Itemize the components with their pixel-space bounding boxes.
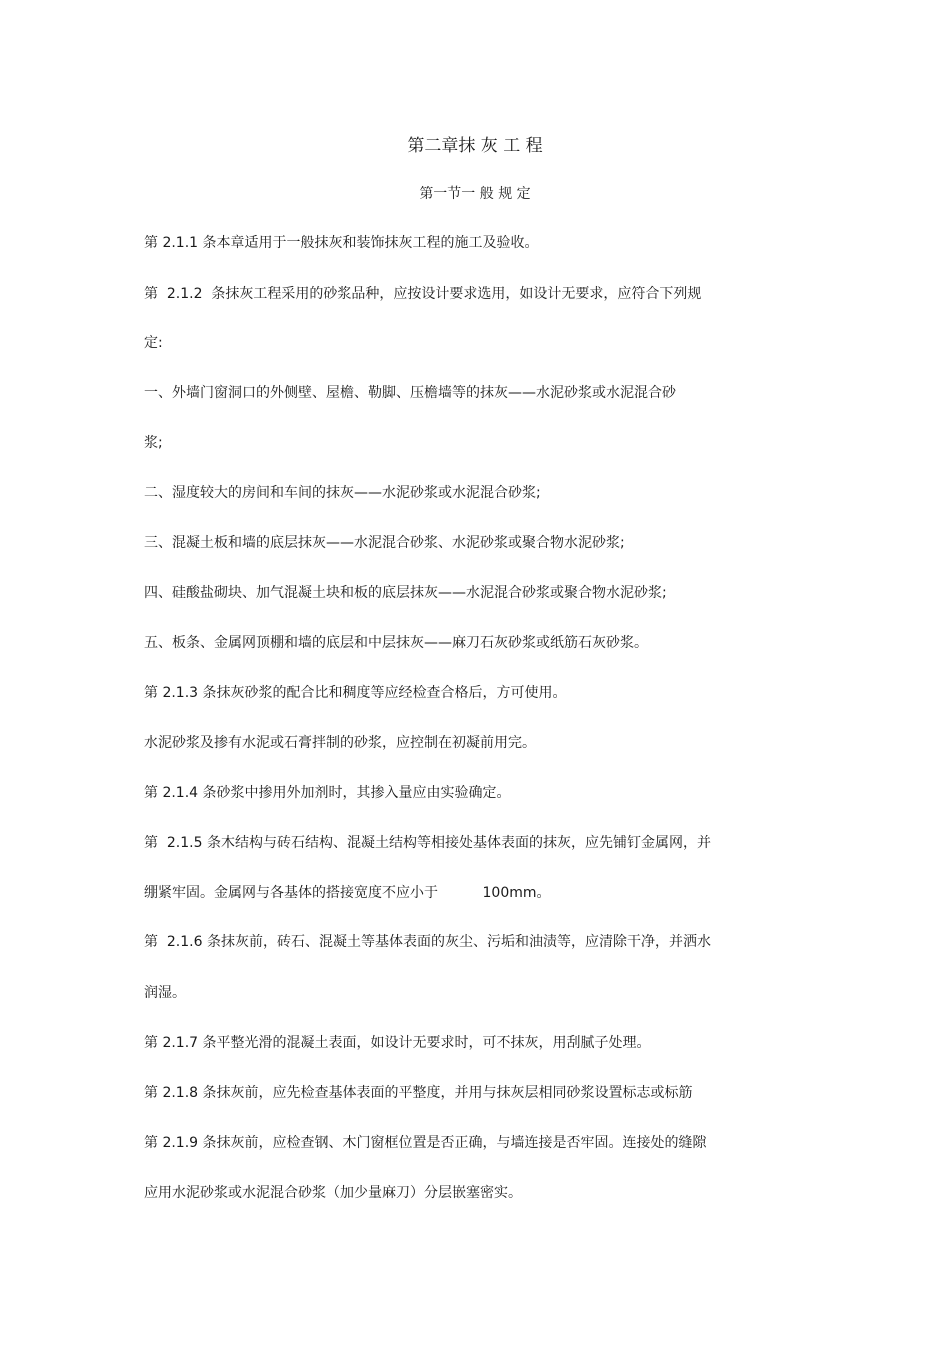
paragraph-line: 三、混凝土板和墙的底层抹灰——水泥混合砂浆、水泥砂浆或聚合物水泥砂浆; xyxy=(144,535,625,551)
paragraph-line: 绷紧牢固。金属网与各基体的搭接宽度不应小于 100mm。 xyxy=(144,885,551,901)
paragraph-line: 润湿。 xyxy=(144,985,186,1001)
chapter-title: 第二章抹 灰 工 程 xyxy=(407,136,543,156)
section-title: 第一节一 般 规 定 xyxy=(419,186,531,202)
paragraph-line: 应用水泥砂浆或水泥混合砂浆（加少量麻刀）分层嵌塞密实。 xyxy=(144,1185,522,1201)
paragraph-line: 定: xyxy=(144,335,163,351)
paragraph-line: 第 2.1.2 条抹灰工程采用的砂浆品种，应按设计要求选用，如设计无要求，应符合下列规 xyxy=(144,286,702,302)
paragraph-line: 第 2.1.5 条木结构与砖石结构、混凝土结构等相接处基体表面的抹灰，应先铺钉金属网，并 xyxy=(144,835,711,851)
paragraph-line: 第 2.1.7 条平整光滑的混凝土表面，如设计无要求时，可不抹灰，用刮腻子处理。 xyxy=(144,1035,651,1051)
paragraph-line: 二、湿度较大的房间和车间的抹灰——水泥砂浆或水泥混合砂浆; xyxy=(144,485,541,501)
paragraph-line: 第 2.1.6 条抹灰前，砖石、混凝土等基体表面的灰尘、污垢和油渍等，应清除干净，并洒水 xyxy=(144,934,711,950)
paragraph-line: 第 2.1.9 条抹灰前，应检查钢、木门窗框位置是否正确，与墙连接是否牢固。连接处的缝隙 xyxy=(144,1135,707,1151)
paragraph-line: 水泥砂浆及掺有水泥或石膏拌制的砂浆，应控制在初凝前用完。 xyxy=(144,735,536,751)
paragraph-line: 第 2.1.8 条抹灰前，应先检查基体表面的平整度，并用与抹灰层相同砂浆设置标志或标筋 xyxy=(144,1085,693,1101)
paragraph-line: 第 2.1.1 条本章适用于一般抹灰和装饰抹灰工程的施工及验收。 xyxy=(144,235,539,251)
paragraph-line: 五、板条、金属网顶棚和墙的底层和中层抹灰——麻刀石灰砂浆或纸筋石灰砂浆。 xyxy=(144,635,648,651)
paragraph-line: 四、硅酸盐砌块、加气混凝土块和板的底层抹灰——水泥混合砂浆或聚合物水泥砂浆; xyxy=(144,585,667,601)
paragraph-line: 第 2.1.3 条抹灰砂浆的配合比和稠度等应经检查合格后，方可使用。 xyxy=(144,685,567,701)
paragraph-line: 一、外墙门窗洞口的外侧壁、屋檐、勒脚、压檐墙等的抹灰——水泥砂浆或水泥混合砂 xyxy=(144,385,676,401)
paragraph-line: 第 2.1.4 条砂浆中掺用外加剂时，其掺入量应由实验确定。 xyxy=(144,785,511,801)
paragraph-line: 浆; xyxy=(144,435,163,451)
